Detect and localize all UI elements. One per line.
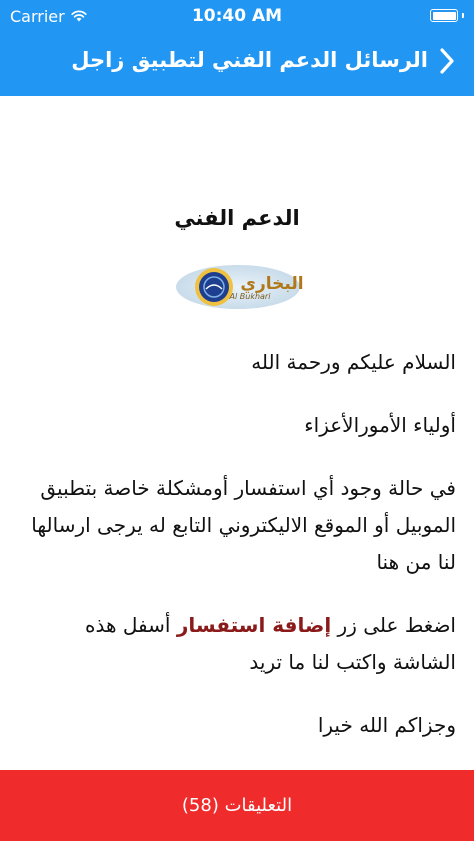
svg-text:البخاري: البخاري: [240, 274, 304, 294]
battery-fill: [433, 12, 456, 20]
navigation-header: [0, 0, 474, 96]
battery-icon: [430, 9, 458, 22]
school-logo: [172, 259, 304, 313]
address-text: أولياء الأمورالأعزاء: [304, 413, 456, 437]
chevron-right-icon: [439, 48, 455, 74]
status-time: 10:40 AM: [191, 6, 283, 26]
instruction-text-after: أسفل هذه الشاشة واكتب لنا ما تريد: [85, 613, 456, 674]
greeting-text: السلام عليكم ورحمة الله: [251, 350, 456, 374]
status-right: [430, 9, 464, 22]
comments-button[interactable]: [0, 770, 474, 841]
back-button[interactable]: [432, 46, 462, 76]
battery-tip: [462, 13, 464, 18]
add-inquiry-highlight: إضافة استفسار: [176, 613, 332, 637]
support-paragraph: في حالة وجود أي استفسار أومشكلة خاصة بتطبيق الموبيل أو الموقع الاليكتروني التابع له يرجى ارسالها لنا من هنا: [31, 476, 456, 574]
carrier-label: Carrier: [10, 7, 65, 26]
status-bar: [0, 0, 474, 34]
message-body: [16, 344, 456, 770]
instruction-paragraph: [16, 607, 456, 681]
content-area: [0, 96, 474, 770]
closing-text: وجزاكم الله خيرا: [317, 713, 456, 737]
page-heading: الدعم الفني: [174, 206, 300, 230]
nav-title: الرسائل الدعم الفني لتطبيق زاجل: [71, 48, 428, 72]
svg-text:Al Bukhari: Al Bukhari: [229, 292, 271, 301]
instruction-text-before: اضغط على زر: [331, 613, 456, 637]
comments-label: التعليقات (58): [181, 795, 293, 816]
